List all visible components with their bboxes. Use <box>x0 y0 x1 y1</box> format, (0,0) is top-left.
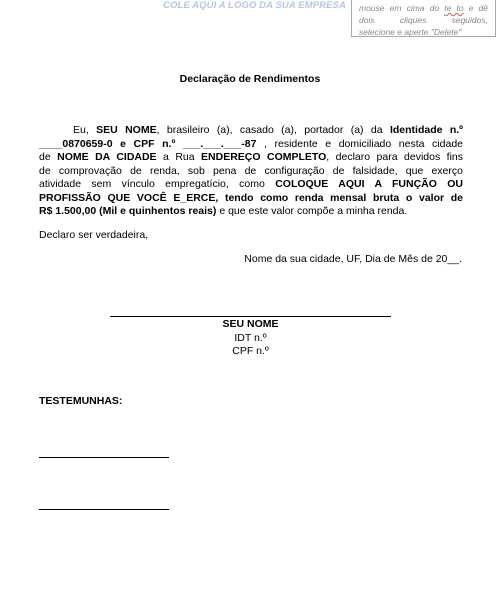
paragraph-line: atividade sem vínculo empregatício, como COLOQUE AQUI A FUNÇÃO OU <box>39 178 463 190</box>
signer-idt: IDT n.º <box>234 331 267 344</box>
paragraph-line: PROFISSÃO QUE VOCÊ E_ERCE, tendo como renda mensal bruta o valor de <box>39 191 463 204</box>
tip-line-1: mouse em cima do te to e dê <box>359 3 488 13</box>
instruction-note <box>351 0 496 37</box>
tip-line-3: selecione e aperte "Delete" <box>359 27 462 37</box>
tip-line-2: dois cliques seguidos, <box>359 15 488 25</box>
signer-name: SEU NOME <box>222 318 279 330</box>
paragraph-line: de comprovação de renda, sob pena de configuração de falsidade, que exerço <box>39 164 463 177</box>
declaration-statement: Declaro ser verdadeira, <box>39 229 149 241</box>
paragraph-line: Eu, SEU NOME, brasileiro (a), casado (a), portador (a) da Identidade n.º <box>73 124 463 136</box>
place-and-date: Nome da sua cidade, UF, Dia de Mês de 20__. <box>244 253 462 265</box>
logo-placeholder: COLE AQUI A LOGO DA SUA EMPRESA <box>163 0 346 11</box>
witnesses-title: TESTEMUNHAS: <box>39 395 123 407</box>
declaration-paragraph <box>39 124 463 219</box>
signer-cpf: CPF n.º <box>232 345 269 357</box>
document-title: Declaração de Rendimentos <box>179 73 321 85</box>
signature-block <box>110 318 391 359</box>
paragraph-line: R$ 1.500,00 (Mil e quinhentos reais) e que este valor compõe a minha renda. <box>39 205 408 217</box>
witness-signature-line-1 <box>39 457 169 458</box>
witness-signature-line-2 <box>39 509 169 510</box>
signature-line <box>110 316 391 317</box>
paragraph-line: ____0870659-0 e CPF n.º ___.___.___-87 , residente e domiciliado nesta cidade <box>39 137 463 150</box>
paragraph-line: de NOME DA CIDADE a Rua ENDEREÇO COMPLETO, declaro para devidos fins <box>39 151 463 163</box>
